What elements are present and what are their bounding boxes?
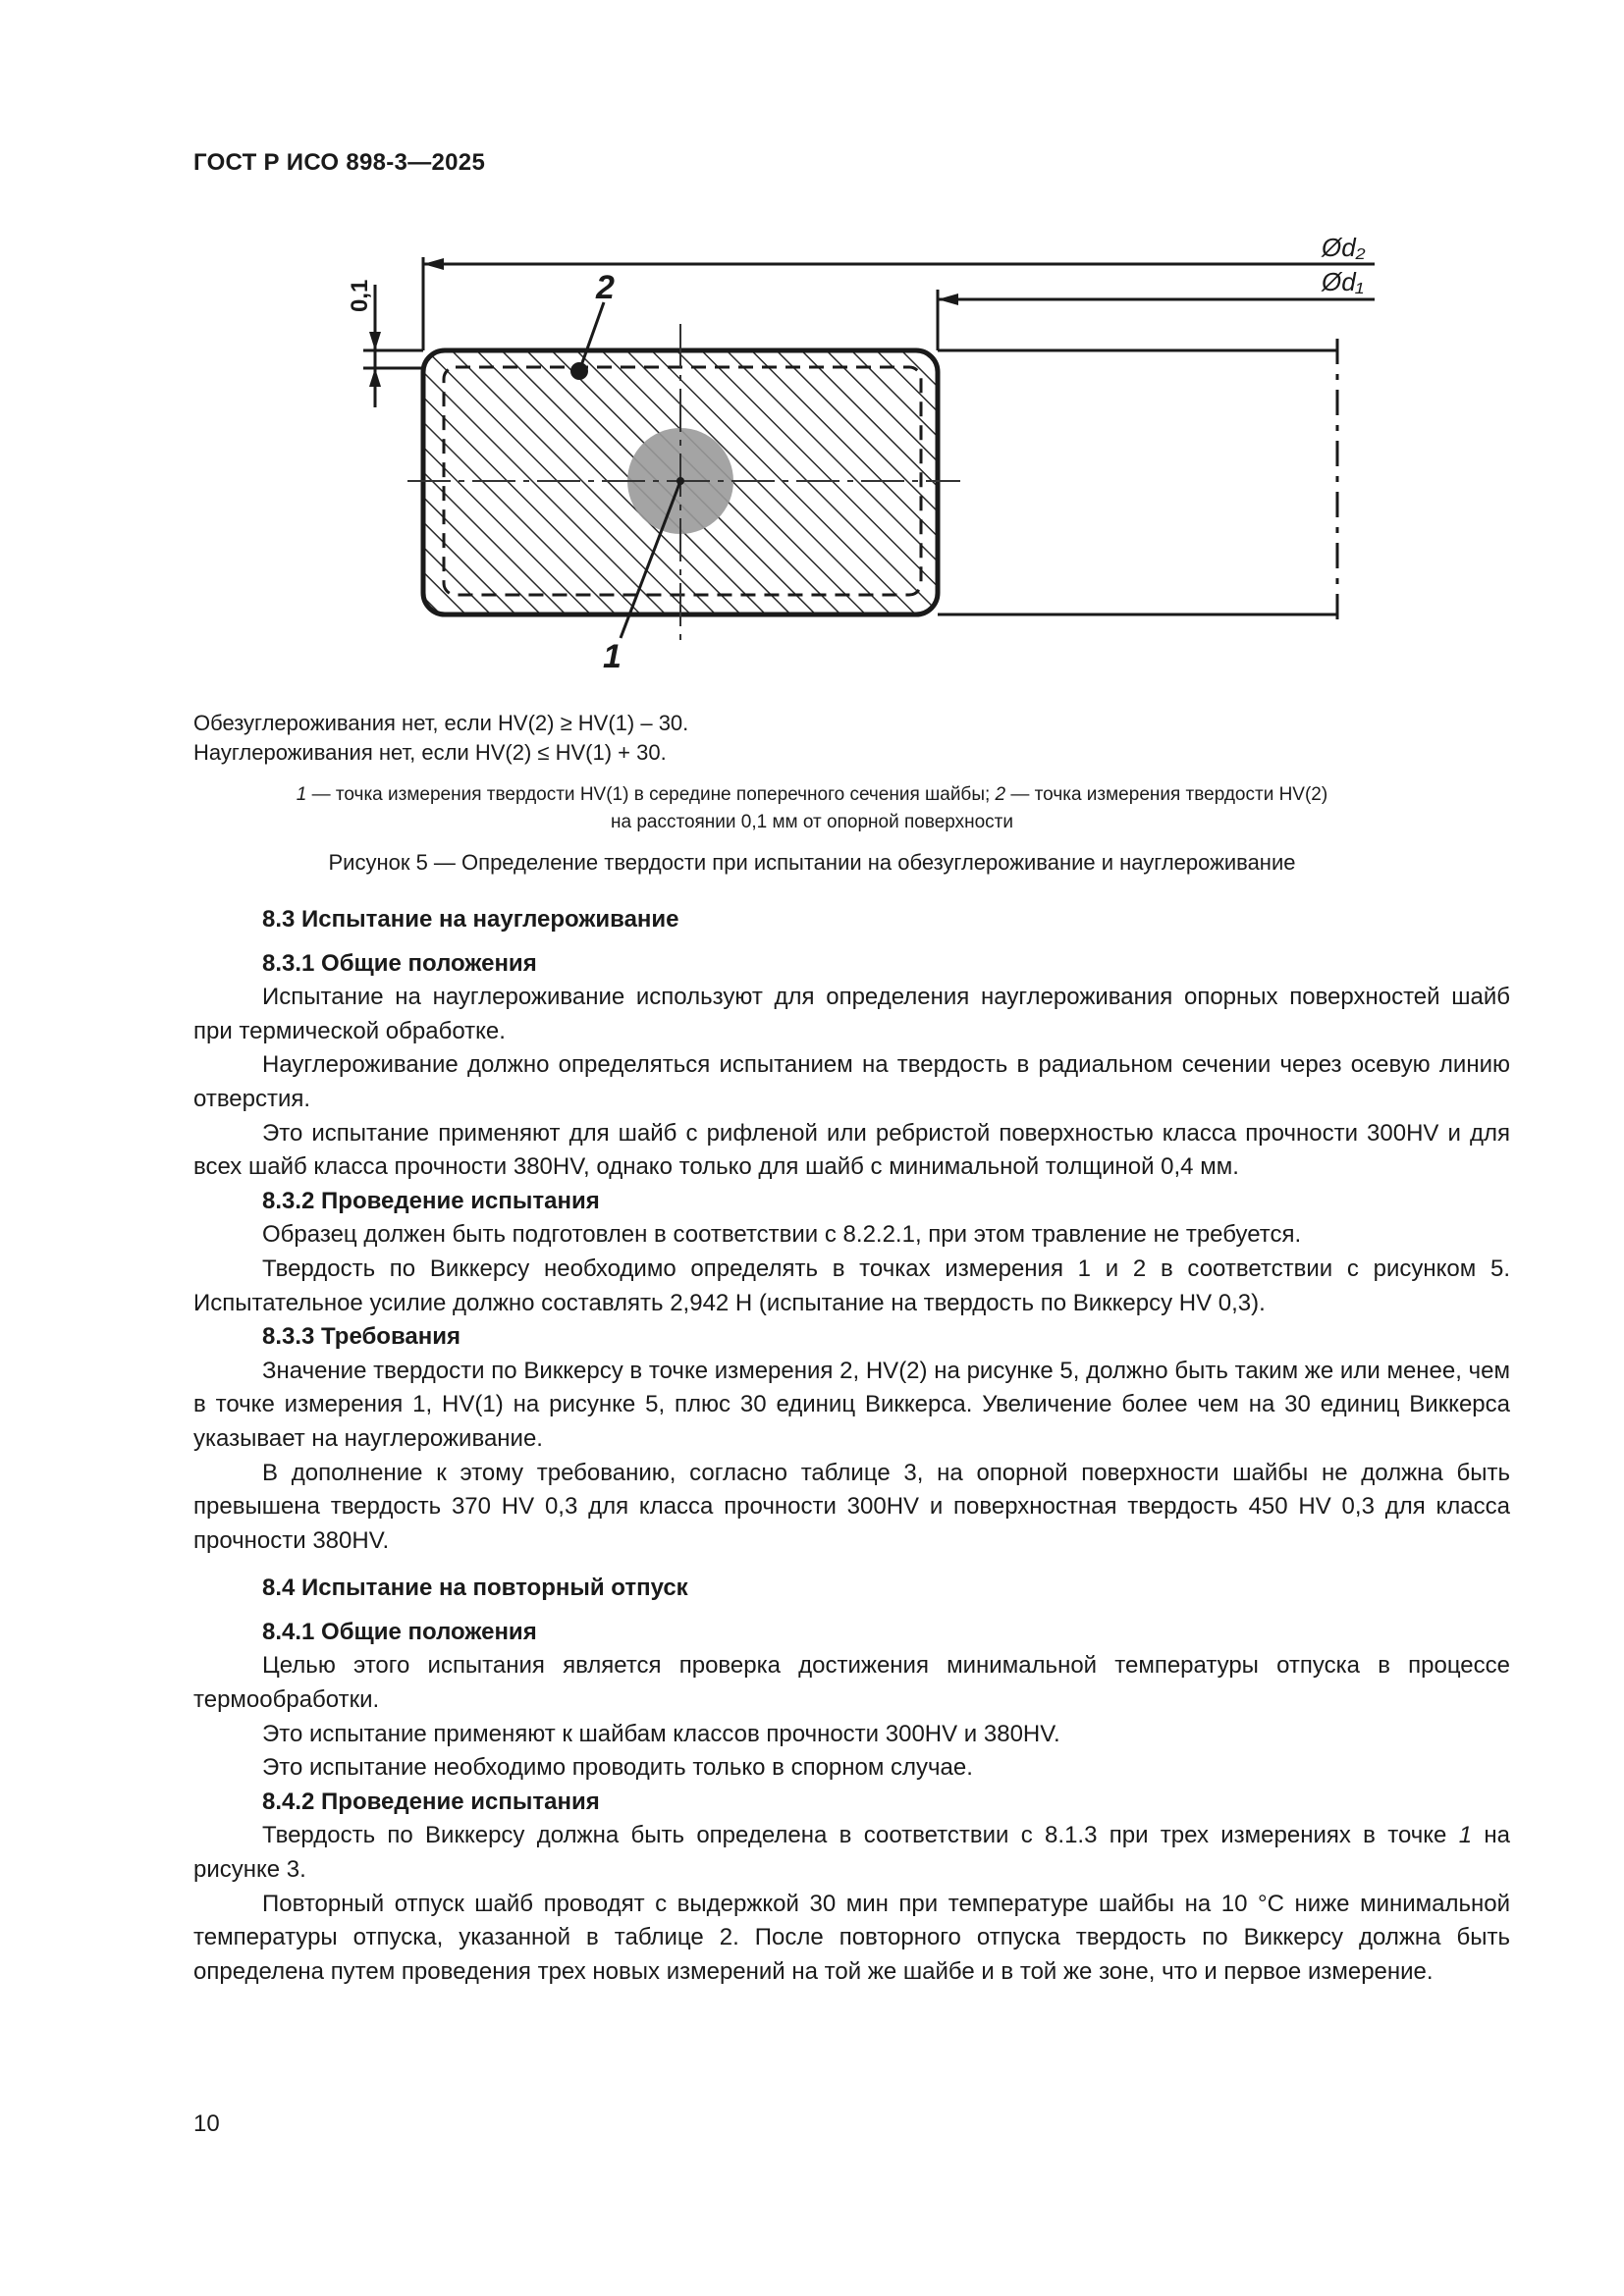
page-number: 10	[193, 2110, 220, 2137]
figure-legend	[193, 781, 1431, 836]
legend-text-1: — точка измерения твердости HV(1) в середине поперечного сечения шайбы;	[306, 784, 996, 805]
paragraph: Это испытание применяют для шайб с рифленой или ребристой поверхностью класса прочности 300HV и для всех шайб класса прочности 380HV, однако только для шайб с минимальной толщиной 0,4 мм.	[193, 1119, 1510, 1181]
bolt-extension-lines	[938, 339, 1337, 628]
condition-carburization: Науглероживания нет, если HV(2) ≤ HV(1) + 30.	[193, 740, 667, 765]
dimension-d1-label: Ød₁	[1322, 267, 1364, 296]
paragraph: Испытание на науглероживание используют для определения науглероживания опорных поверхностей шайб при термической обработке.	[193, 984, 1510, 1044]
section-8-4-title: 8.4 Испытание на повторный отпуск	[262, 1575, 688, 1602]
paragraph: Целью этого испытания является проверка достижения минимальной температуры отпуска в процессе термообработки.	[193, 1652, 1510, 1714]
arrow-d1	[938, 294, 958, 305]
paragraph-part: Твердость по Виккерсу должна быть определена в соответствии с 8.1.3 при трех измерениях в точке	[262, 1822, 1459, 1849]
dimension-d2-label: Ød₂	[1322, 233, 1366, 262]
section-8-3-3-title: 8.3.3 Требования	[262, 1323, 461, 1351]
arrow-offset-top	[369, 332, 381, 350]
point-reference: 1	[1458, 1822, 1473, 1849]
dimension-d1	[938, 290, 1375, 350]
arrow-d2	[423, 258, 444, 270]
legend-num-2: 2	[995, 784, 1006, 805]
legend-line-2: на расстоянии 0,1 мм от опорной поверхности	[610, 812, 1013, 832]
dimension-d2	[423, 257, 1375, 350]
document-code: ГОСТ Р ИСО 898-3—2025	[193, 149, 486, 176]
section-8-4-1-title: 8.4.1 Общие положения	[262, 1618, 537, 1645]
figure-caption: Рисунок 5 — Определение твердости при испытании на обезуглероживание и науглероживание	[328, 850, 1296, 875]
dimension-offset-label: 0,1	[347, 279, 373, 312]
section-8-3-1-title: 8.3.1 Общие положения	[262, 949, 537, 977]
figure-5-drawing	[0, 0, 1624, 687]
paragraph: Это испытание необходимо проводить только в спорном случае.	[262, 1754, 973, 1782]
point-2-label: 2	[596, 269, 615, 306]
paragraph: Твердость по Виккерсу необходимо определять в точках измерения 1 и 2 в соответствии с рисунком 5. Испытательное усилие должно составлять 2,942 Н (испытание на твердость по Виккерсу HV 0,3).	[193, 1255, 1510, 1316]
legend-line-1	[193, 781, 1431, 809]
section-8-3-2-title: 8.3.2 Проведение испытания	[262, 1187, 600, 1214]
condition-decarburization: Обезуглероживания нет, если HV(2) ≥ HV(1) – 30.	[193, 711, 689, 735]
legend-text-2: — точка измерения твердости HV(2)	[1005, 784, 1328, 805]
section-8-3-title: 8.3 Испытание на науглероживание	[262, 906, 679, 933]
paragraph: Значение твердости по Виккерсу в точке измерения 2, HV(2) на рисунке 5, должно быть таким же или менее, чем в точке измерения 1, HV(1) на рисунке 5, плюс 30 единиц Виккерса. Увеличение более чем на 30 единиц Виккерса указывает на науглероживание.	[193, 1357, 1510, 1452]
legend-num-1: 1	[296, 784, 307, 805]
paragraph	[193, 1819, 1510, 1887]
paragraph-part: на рисунке 3.	[193, 1822, 1510, 1884]
paragraph: Это испытание применяют к шайбам классов прочности 300HV и 380HV.	[262, 1720, 1060, 1747]
arrow-offset-bottom	[369, 368, 381, 387]
paragraph: Науглероживание должно определяться испытанием на твердость в радиальном сечении через осевую линию отверстия.	[193, 1051, 1510, 1112]
paragraph: Повторный отпуск шайб проводят с выдержкой 30 мин при температуре шайбы на 10 °C ниже минимальной температуры отпуска, указанной в таблице 2. После повторного отпуска твердость по Виккерсу должна быть определена путем проведения трех новых измерений на той же шайбе и в той же зоне, что и первое измерение.	[193, 1890, 1510, 1985]
section-8-4-2-title: 8.4.2 Проведение испытания	[262, 1788, 600, 1815]
paragraph: В дополнение к этому требованию, согласно таблице 3, на опорной поверхности шайбы не должна быть превышена твердость 370 HV 0,3 для класса прочности 300HV и поверхностная твердость 450 HV 0,3 для класса прочности 380HV.	[193, 1459, 1510, 1554]
paragraph: Образец должен быть подготовлен в соответствии с 8.2.2.1, при этом травление не требуется.	[262, 1221, 1302, 1249]
main-content	[193, 903, 1510, 1989]
point-1-label: 1	[603, 638, 622, 675]
